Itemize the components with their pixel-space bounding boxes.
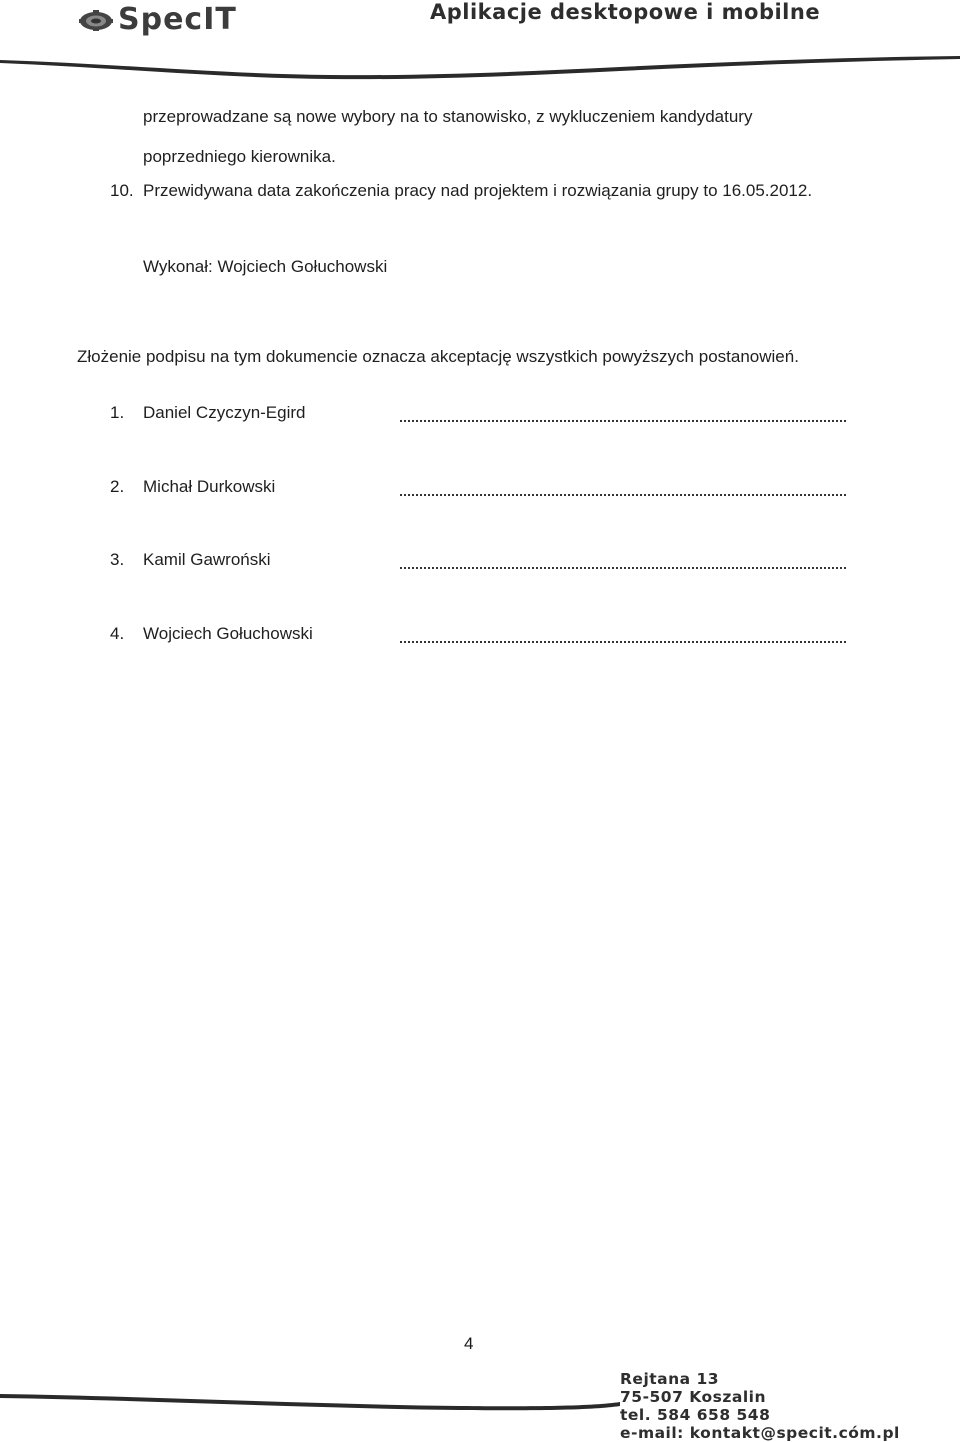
continuation-line-2: poprzedniego kierownika. <box>143 147 336 166</box>
footer-phone: tel. 584 658 548 <box>620 1406 771 1424</box>
signature-statement: Złożenie podpisu na tym dokumencie oznacza akceptację wszystkich powyższych postanowień. <box>77 347 799 366</box>
signatory-name: Michał Durkowski <box>143 477 276 496</box>
gear-icon <box>78 8 114 32</box>
signatory-name: Kamil Gawroński <box>143 550 271 569</box>
signatory-number: 4. <box>110 624 125 643</box>
header-brush-stroke <box>0 40 960 80</box>
brand-logo-text: SpecIT <box>118 2 237 37</box>
signatory-name: Daniel Czyczyn-Egird <box>143 403 306 422</box>
signatory-number: 1. <box>110 403 125 422</box>
signatory-number: 3. <box>110 550 125 569</box>
signature-line <box>400 400 846 422</box>
page-number: 4 <box>464 1334 474 1353</box>
signatory-number: 2. <box>110 477 125 496</box>
signature-line <box>400 621 846 643</box>
header-tagline: Aplikacje desktopowe i mobilne <box>430 0 821 24</box>
item-10-text: Przewidywana data zakończenia pracy nad projektem i rozwiązania grupy to 16.05.2012. <box>143 181 813 200</box>
signature-line <box>400 474 846 496</box>
continuation-line-1: przeprowadzane są nowe wybory na to stanowisko, z wykluczeniem kandydatury <box>143 107 753 126</box>
item-10-number: 10. <box>110 181 134 200</box>
page-header <box>0 0 960 80</box>
signature-line <box>400 547 846 569</box>
footer-contact <box>620 1370 900 1442</box>
footer-city: 75-507 Koszalin <box>620 1388 767 1406</box>
author-line: Wykonał: Wojciech Gołuchowski <box>143 257 388 276</box>
signatory-name: Wojciech Gołuchowski <box>143 624 313 643</box>
footer-email: e-mail: kontakt@specit.cóm.pl <box>620 1424 900 1442</box>
footer-street: Rejtana 13 <box>620 1370 720 1388</box>
